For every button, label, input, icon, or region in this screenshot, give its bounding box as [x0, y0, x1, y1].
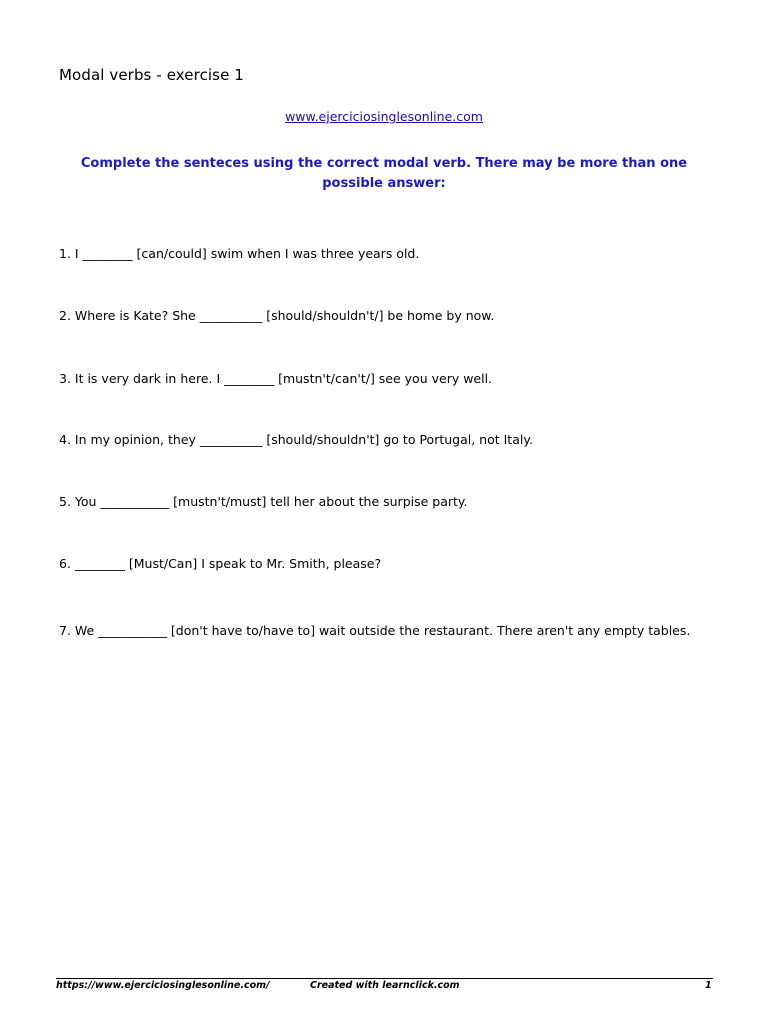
instructions-text: Complete the senteces using the correct modal verb. There may be more than one possible answer: [80, 156, 688, 191]
question-2: 2. Where is Kate? She __________ [should/shouldn't/] be home by now. [59, 308, 495, 323]
question-3: 3. It is very dark in here. I ________ [mustn't/can't/] see you very well. [59, 371, 493, 386]
site-link[interactable]: www.ejerciciosinglesonline.com [285, 109, 483, 124]
question-4: 4. In my opinion, they __________ [should/shouldn't] go to Portugal, not Italy. [59, 432, 533, 447]
question-5: 5. You ___________ [mustn't/must] tell her about the surpise party. [59, 494, 468, 509]
question-7: 7. We ___________ [don't have to/have to] wait outside the restaurant. There aren't any empty tables. [59, 623, 691, 638]
footer-url: https://www.ejerciciosinglesonline.com/ [56, 980, 270, 991]
question-1: 1. I ________ [can/could] swim when I was three years old. [59, 246, 420, 261]
footer-page-number: 1 [705, 980, 712, 991]
footer-divider [56, 978, 713, 979]
question-6: 6. ________ [Must/Can] I speak to Mr. Smith, please? [59, 556, 382, 571]
footer-credit: Created with learnclick.com [310, 980, 460, 991]
page-title: Modal verbs - exercise 1 [59, 66, 244, 84]
